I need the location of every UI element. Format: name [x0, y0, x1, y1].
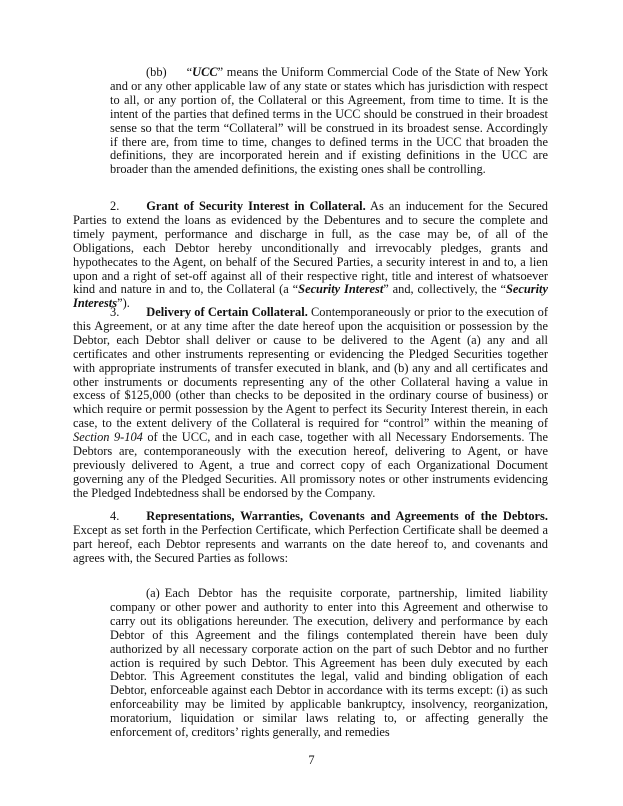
paragraph-label: (a): [146, 586, 160, 600]
section-2-grant-of-security-interest: [73, 200, 548, 311]
quote-mark: “: [186, 65, 193, 79]
quote-mark: ”: [217, 65, 224, 79]
statute-citation: Section 9-104: [73, 430, 143, 445]
page-number: 7: [308, 753, 315, 767]
section-4a-authority: [110, 587, 548, 740]
section-number: 3.: [110, 305, 120, 319]
section-text: of the UCC, and in each case, together with all Necessary Endorsements. The Debtors are, contemporaneously with the execution hereof, delivering to Agent, or have previously delivered to Agent, a true and correct copy of each Organizational Document governing any of the Pledged Securities. All promissory notes or other instruments evidencing the Pledged Indebtedness shall be endorsed by the Company.: [73, 430, 548, 500]
paragraph-text: Each Debtor has the requisite corporate, partnership, limited liability company or other power and authority to enter into this Agreement and otherwise to carry out its obligations hereunder. The execution, delivery and performance by each Debtor of this Agreement and the filings contemplated therein have been duly authorized by all necessary corporate action on the part of such Debtor and no further action is required by such Debtor. This Agreement has been duly executed by each Debtor. This Agreement constitutes the legal, valid and binding obligation of each Debtor, enforceable against each Debtor in accordance with its terms except: (i) as such enforceability may be limited by applicable bankruptcy, insolvency, reorganization, moratorium, liquidation or similar laws relating to, or affecting generally the enforcement of, creditors’ rights generally, and remedies: [110, 586, 548, 740]
section-text: ” and, collectively, the “: [383, 282, 507, 297]
heading-period: .: [304, 305, 308, 319]
paragraph-bb-ucc-definition: [110, 66, 548, 177]
defined-term: Security Interests: [73, 282, 549, 311]
section-4-representations-warranties: [73, 510, 548, 566]
section-text: ”).: [117, 296, 130, 311]
heading-period: .: [544, 509, 548, 523]
section-text: Contemporaneously or prior to the execution of this Agreement, or at any time after the date hereof upon the acquisition or possession by the Debtor, each Debtor shall deliver or cause to be delivered to the Agent (a) any and all certificates and other instruments representing or evidencing the Pledged Securities together with appropriate instruments of transfer executed in blank, and (b) any and all certificates and other instruments or documents representing any of the other Collateral having a value in excess of $125,000 (other than checks to be deposited in the ordinary course of business) or which require or permit possession by the Agent to perfect its Security Interest therein, in each case, to the extent delivery of the Collateral is required for “control” within the meaning of: [73, 305, 548, 431]
section-number: 2.: [110, 199, 120, 213]
section-text: As an inducement for the Secured Parties to extend the loans as evidenced by the Debentures and to secure the complete and timely payment, performance and discharge in full, as the case may be, of all of the Obligations, each Debtor hereby unconditionally and irrevocably pledges, grants and hypothecates to the Agent, on behalf of the Secured Parties, a security interest in and to, a lien upon and a right of set-off against all of their respective right, title and interest of whatsoever kind and nature in and to, the Collateral (a “: [73, 199, 548, 297]
section-heading: Representations, Warranties, Covenants and Agreements of the Debtors: [146, 509, 545, 523]
defined-term: UCC: [192, 65, 218, 79]
heading-period: .: [362, 199, 366, 213]
section-heading: Grant of Security Interest in Collateral: [146, 199, 363, 213]
defined-term: Security Interest: [298, 282, 384, 297]
paragraph-text: means the Uniform Commercial Code of the State of New York and or any other applicable law of any state or states which has jurisdiction with respect to all, or any portion of, the Collateral or this Agreement, from time to time. It is the intent of the parties that defined terms in the UCC should be construed in their broadest sense so that the term “Collateral” will be construed in its broadest sense. Accordingly if there are, from time to time, changes to defined terms in the UCC that broaden the definitions, they are incorporated herein and if existing definitions in the UCC are broader than the amended definitions, the existing ones shall be controlling.: [110, 65, 548, 177]
section-heading: Delivery of Certain Collateral: [146, 305, 305, 319]
section-3-delivery-of-collateral: [73, 306, 548, 501]
paragraph-label: (bb): [146, 65, 167, 79]
section-text: Except as set forth in the Perfection Certificate, which Perfection Certificate shall be deemed a part hereof, each Debtor represents and warrants on the date hereof to, and covenants and agrees with, the Secured Parties as follows:: [73, 522, 548, 565]
section-number: 4.: [110, 509, 120, 523]
